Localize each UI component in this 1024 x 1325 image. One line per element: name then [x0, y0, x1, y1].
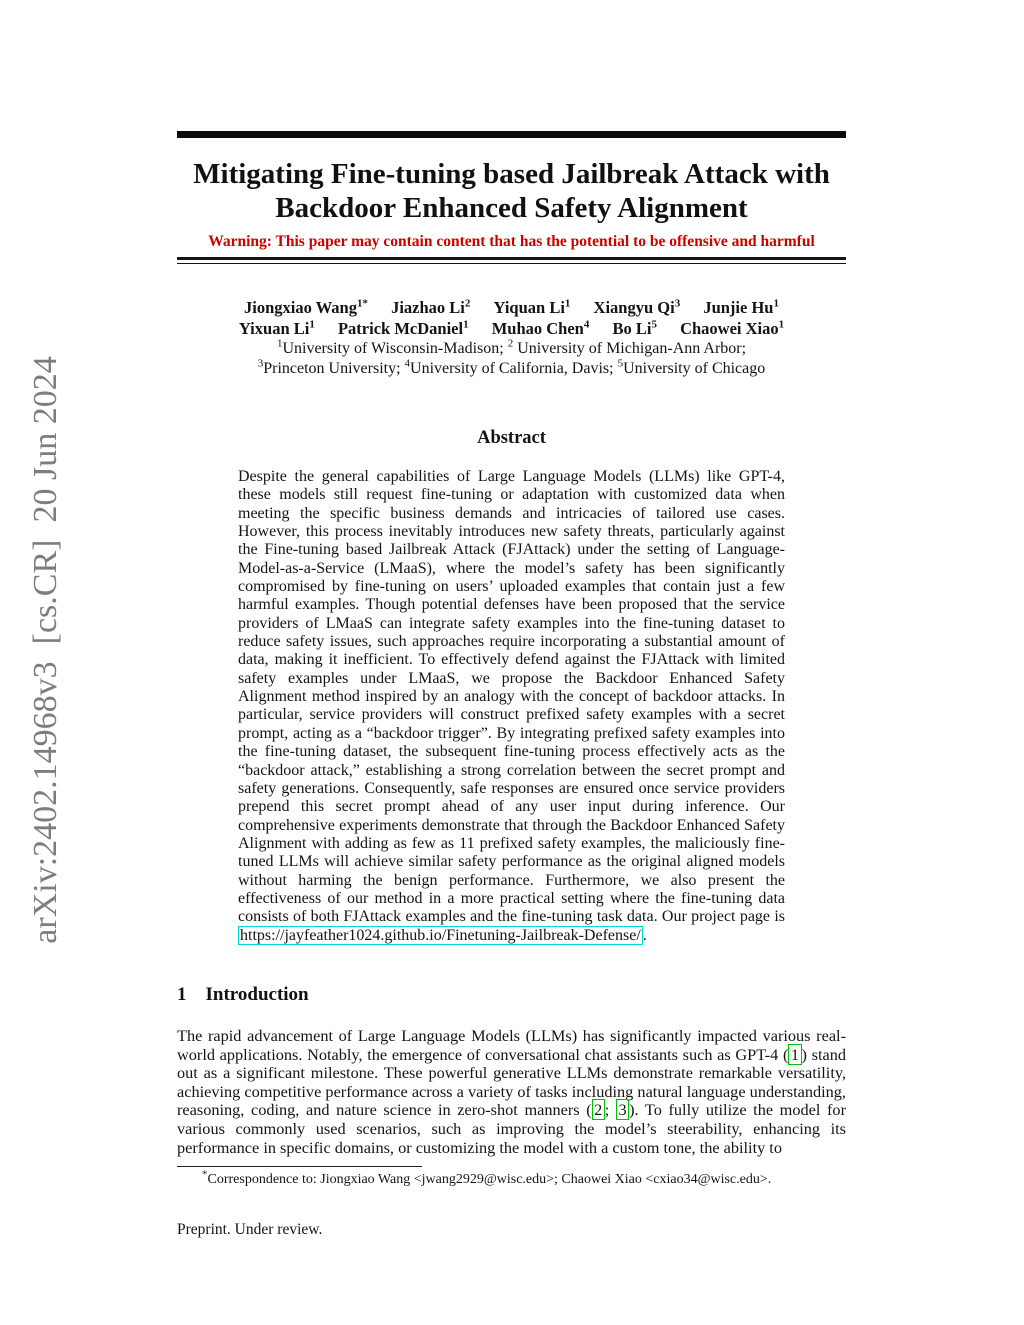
author-affiliation-mark: 2	[464, 297, 471, 310]
arxiv-watermark: arXiv:2402.14968v3 [cs.CR] 20 Jun 2024	[27, 356, 64, 944]
citation-link-3[interactable]: 3	[616, 1099, 629, 1120]
author-affiliation-mark: 1	[309, 318, 315, 331]
author-affiliation-mark: 1*	[356, 297, 368, 310]
top-rule	[177, 131, 846, 138]
author-name: Jiongxiao Wang$^{1*}$	[244, 297, 368, 317]
author-name: Patrick McDaniel$^1$	[337, 318, 469, 338]
author-name: Yixuan Li$^1$	[238, 318, 315, 338]
author-name: Junjie Hu$^1$	[703, 297, 779, 317]
content-warning: Warning: This paper may contain content that has the potential to be offensive and harmful	[208, 233, 815, 250]
author-affiliation-mark: 1	[778, 318, 785, 331]
author-name: Bo Li$^5$	[612, 318, 657, 338]
citation-link-2[interactable]: 2	[592, 1099, 605, 1120]
author-affiliation-mark: 5	[651, 318, 657, 331]
affiliation-line-2: $^3$Princeton University; $^4$University of California, Davis; $^5$University of Chicago	[257, 357, 766, 377]
author-row-2	[177, 318, 846, 339]
introduction-paragraph: The rapid advancement of Large Language Models (LLMs) has significantly impacted various real-world applications. Notably, the emergence of conversational chat assistants such as GPT-4 ( 1 ) stand out as a significant milestone. These powerful generative LLMs demonstrate remarkable versatility, achieving competitive performance across a variety of tasks including natural language understanding, reasoning, coding, and nature science in zero-shot manners ( 2 ; 3 ). To fully utilize the model for various commonly used scenarios, such as improving the model’s steerability, enhancing its performance in specific domains, or customizing the model with a custom tone, the ability to	[177, 1025, 846, 1157]
paper-title-line1: Mitigating Fine-tuning based Jailbreak Attack with	[193, 158, 830, 190]
section-number: 1	[177, 983, 187, 1005]
header-divider-rule	[177, 257, 846, 264]
abstract-heading: Abstract	[477, 428, 546, 448]
author-affiliation-mark: 1	[463, 318, 469, 331]
preprint-status-line: Preprint. Under review.	[177, 1221, 323, 1239]
author-block	[177, 297, 846, 379]
author-affiliation-mark: 1	[773, 297, 779, 310]
author-affiliation-mark: 4	[583, 318, 590, 331]
author-name: Jiazhao Li$^2$	[391, 297, 471, 317]
author-affiliation-mark: 1	[564, 297, 571, 310]
abstract-text: Despite the general capabilities of Large Language Models (LLMs) like GPT-4, these models still request fine-tuning or adaptation with customized data when meeting the specific business demands and intricacies of tailored use cases. However, this process inevitably introduces new safety threats, particularly against the Fine-tuning based Jailbreak Attack (FJAttack) under the setting of Language-Model-as-a-Service (LMaaS), where the model’s safety has been significantly compromised by fine-tuning on users’ uploaded examples that contain just a few harmful examples. Though potential defenses have been proposed that the service providers of LMaaS can integrate safety examples into the fine-tuning dataset to reduce safety issues, such approaches require incorporating a substantial amount of data, making it inefficient. To effectively defend against the FJAttack with limited safety examples under LMaaS, we propose the Backdoor Enhanced Safety Alignment method inspired by an analogy with the concept of backdoor attacks. In particular, service providers will construct prefixed safety examples with a secret prompt, acting as a “backdoor trigger”. By integrating prefixed safety examples into the fine-tuning dataset, the subsequent fine-tuning process effectively acts as the “backdoor attack,” establishing a strong correlation between the secret prompt and safety generations. Consequently, safe responses are ensured once service providers prepend this secret prompt ahead of any user input during inference. Our comprehensive experiments demonstrate that through the Backdoor Enhanced Safety Alignment with adding as few as 11 prefixed safety examples, the maliciously fine-tuned LLMs will achieve similar safety performance as the original aligned models without harming the benign performance. Furthermore, we also present the effectiveness of our method in a more practical setting where the fine-tuning data consists of both FJAttack examples and the fine-tuning task data. Our project page is https://jayfeather1024.github.io/Finetuning-Jailbreak-Defense/ .	[238, 468, 785, 944]
correspondence-footnote: *Correspondence to: Jiongxiao Wang <jwang2929@wisc.edu>; Chaowei Xiao <cxiao34@wisc.edu>.	[202, 1168, 772, 1188]
author-name: Xiangyu Qi$^3$	[593, 297, 681, 317]
paper-content	[177, 0, 846, 1239]
author-row-1	[177, 297, 846, 318]
affiliation-line-1: $^1$University of Wisconsin-Madison; $^2$ University of Michigan-Ann Arbor;	[276, 337, 747, 357]
author-affiliation-mark: 3	[674, 297, 681, 310]
citation-link-1[interactable]: 1	[788, 1044, 801, 1065]
footnote-marker: *	[202, 1168, 208, 1181]
author-name: Muhao Chen$^4$	[491, 318, 590, 338]
author-name: Chaowei Xiao$^1$	[680, 318, 785, 338]
paper-title	[177, 157, 846, 225]
project-page-link[interactable]: https://jayfeather1024.github.io/Finetuning-Jailbreak-Defense/	[240, 926, 641, 944]
paper-title-line2: Backdoor Enhanced Safety Alignment	[275, 192, 748, 224]
section-heading-introduction	[177, 984, 846, 1006]
footnote-rule	[177, 1166, 422, 1167]
author-name: Yiquan Li$^1$	[493, 297, 571, 317]
section-label: Introduction	[205, 983, 309, 1005]
